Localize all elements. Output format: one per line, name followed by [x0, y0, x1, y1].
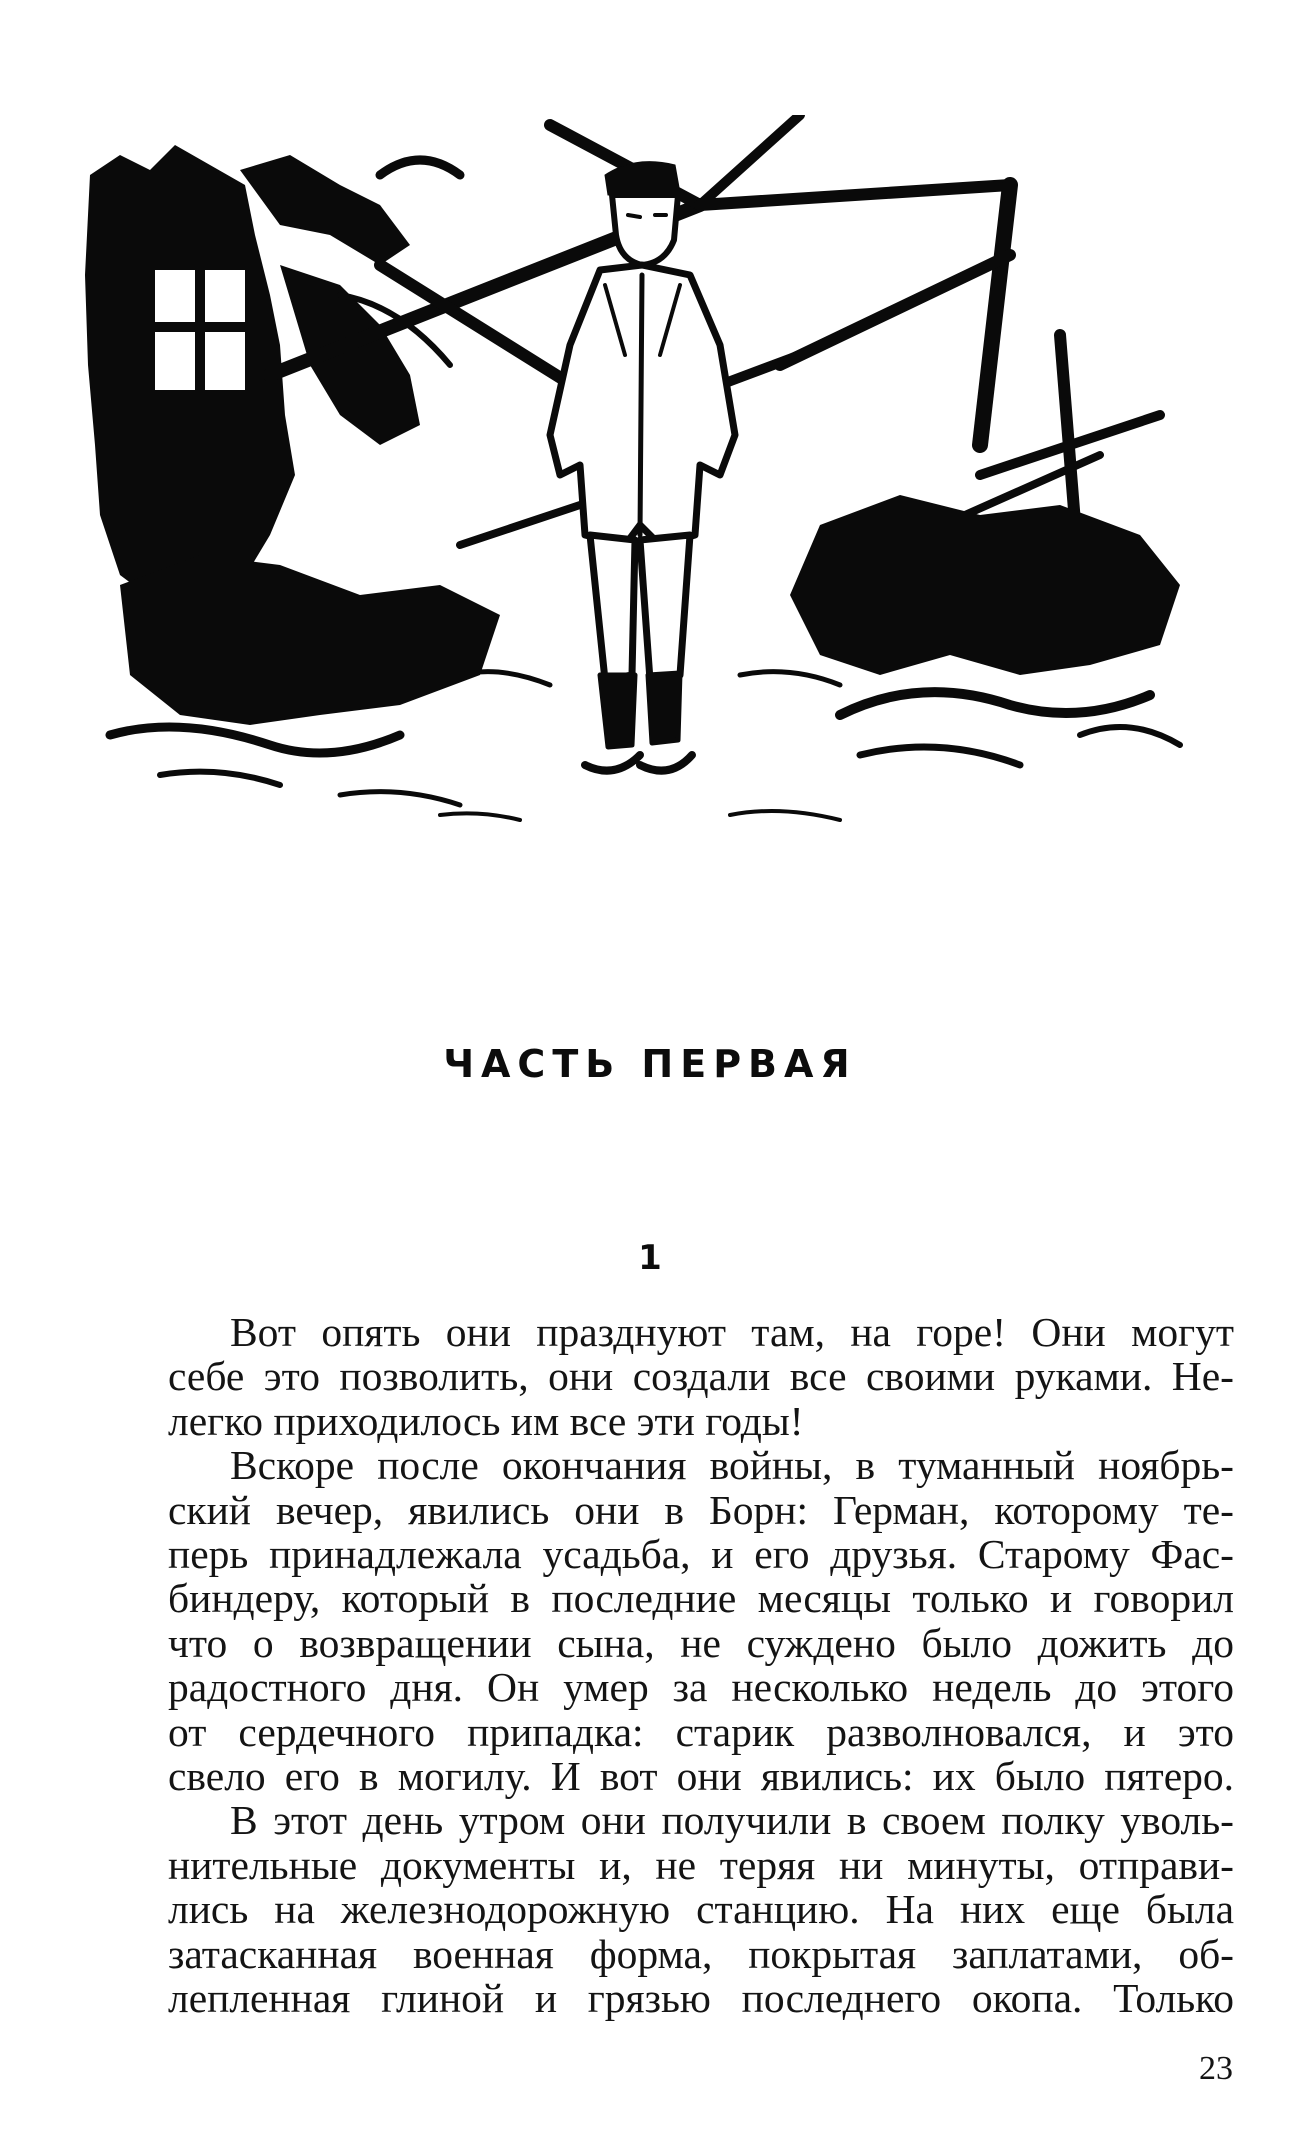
- text-line: лись на железнодорожную станцию. На них еще была: [168, 1886, 1234, 1933]
- rubble-left: [120, 555, 500, 725]
- text-line: биндеру, который в последние месяцы только и говорил: [168, 1575, 1234, 1622]
- chapter-number: 1: [638, 1238, 662, 1278]
- text-line: легко приходилось им все эти годы!: [168, 1397, 804, 1444]
- text-line: себе это позволить, они создали все своими руками. Не-: [168, 1353, 1234, 1400]
- text-line: затасканная военная форма, покрытая заплатами, об-: [168, 1930, 1234, 1977]
- boots: [600, 673, 680, 747]
- face: [612, 195, 678, 265]
- text-line: лепленная глиной и грязью последнего окопа. Только: [168, 1975, 1234, 2022]
- part-title: ЧАСТЬ ПЕРВАЯ: [443, 1042, 857, 1086]
- text-line: свело его в могилу. И вот они явились: их было пятеро.: [168, 1753, 1234, 1800]
- text-line: от сердечного припадка: старик разволновался, и это: [168, 1708, 1234, 1755]
- body-text: [168, 1310, 1234, 2021]
- text-line: перь принадлежала усадьба, и его друзья. Старому Фас-: [168, 1531, 1234, 1578]
- rubble-right: [790, 495, 1180, 675]
- text-line: нительные документы и, не теряя ни минуты, отправи-: [168, 1841, 1234, 1888]
- text-line: радостного дня. Он умер за несколько недель до этого: [168, 1664, 1234, 1711]
- page-number: 23: [1199, 2050, 1233, 2087]
- trousers: [590, 535, 690, 680]
- text-line: Вот опять они празднуют там, на горе! Они могут: [230, 1309, 1234, 1355]
- text-line: Вскоре после окончания войны, в туманный ноябрь-: [230, 1442, 1234, 1489]
- text-line: В этот день утром они получили в своем полку уволь-: [230, 1797, 1234, 1844]
- text-line: ский вечер, явились они в Борн: Герман, которому те-: [168, 1486, 1234, 1533]
- ruins-illustration: [80, 115, 1230, 890]
- text-line: что о возвращении сына, не суждено было дожить до: [168, 1619, 1234, 1666]
